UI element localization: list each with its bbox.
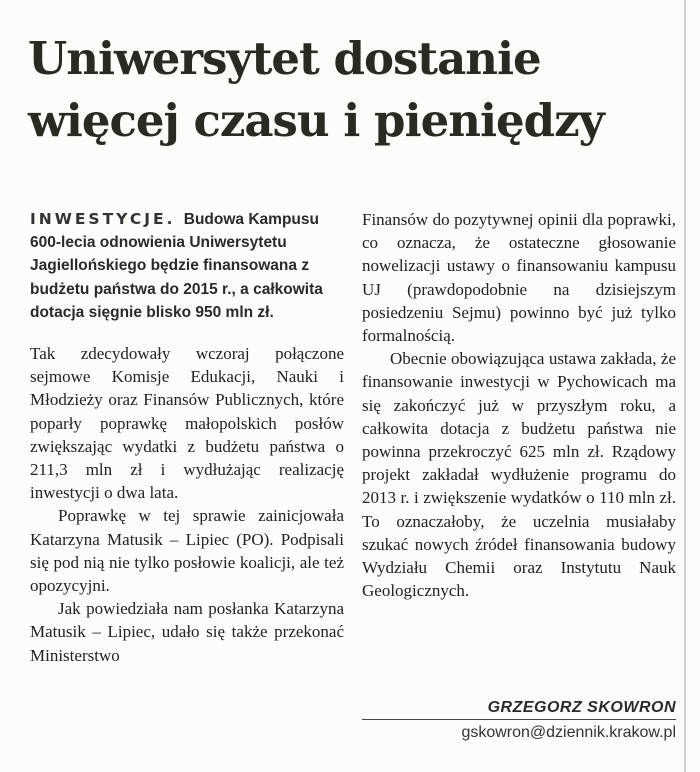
lead-paragraph <box>30 208 344 324</box>
author-email: gskowron@dziennik.krakow.pl <box>461 724 676 741</box>
headline: Uniwersytet dostanie więcej czasu i pieniędzy <box>28 32 604 147</box>
byline <box>362 697 676 744</box>
article-column-right <box>362 208 676 602</box>
article-column-left <box>30 208 344 667</box>
body-paragraph: Obecnie obowiązująca ustawa zakłada, że finansowanie inwestycji w Pychowicach ma się zakończyć już w przyszłym roku, a całkowita dotacja z budżetu państwa nie powinna przekroczyć 625 mln zł. Rządowy projekt zakładał wydłużenie programu do 2013 r. i zwiększenie wydatków o 110 mln zł. To oznaczałoby, że uczelnia musiałaby szukać nowych źródeł finansowania budowy Wydziału Chemii oraz Instytutu Nauk Geologicznych. <box>362 349 676 601</box>
section-kicker: INWESTYCJE. <box>30 210 176 228</box>
column-rule <box>684 0 686 772</box>
byline-divider <box>362 719 676 720</box>
body-paragraph: Finansów do pozytywnej opinii dla poprawki, co oznacza, że ostateczne głosowanie nowelizacji ustawy o finansowaniu kampusu UJ (prawdopodobnie na dzisiejszym posiedzeniu Sejmu) powinno być już tylko formalnością. <box>362 210 676 346</box>
body-paragraph: Jak powiedziała nam posłanka Katarzyna Matusik – Lipiec, udało się także przekonać Ministerstwo <box>30 599 344 665</box>
author-name: GRZEGORZ SKOWRON <box>487 699 676 716</box>
body-paragraph: Tak zdecydowały wczoraj połączone sejmowe Komisje Edukacji, Nauki i Młodzieży oraz Finansów Publicznych, które poparły poprawkę małopolskich posłów zwiększając wydatki z budżetu państwa o 211,3 mln zł i wydłużając realizację inwestycji o dwa lata. <box>30 344 344 503</box>
body-paragraph: Poprawkę w tej sprawie zainicjowała Katarzyna Matusik – Lipiec (PO). Podpisali się pod nią nie tylko posłowie koalicji, ale też opozycyjni. <box>30 506 344 596</box>
lead-text: Budowa Kampusu 600-lecia odnowienia Uniwersytetu Jagiellońskiego będzie finansowana z budżetu państwa do 2015 r., a całkowita dotacja sięgnie blisko 950 mln zł. <box>30 211 323 321</box>
